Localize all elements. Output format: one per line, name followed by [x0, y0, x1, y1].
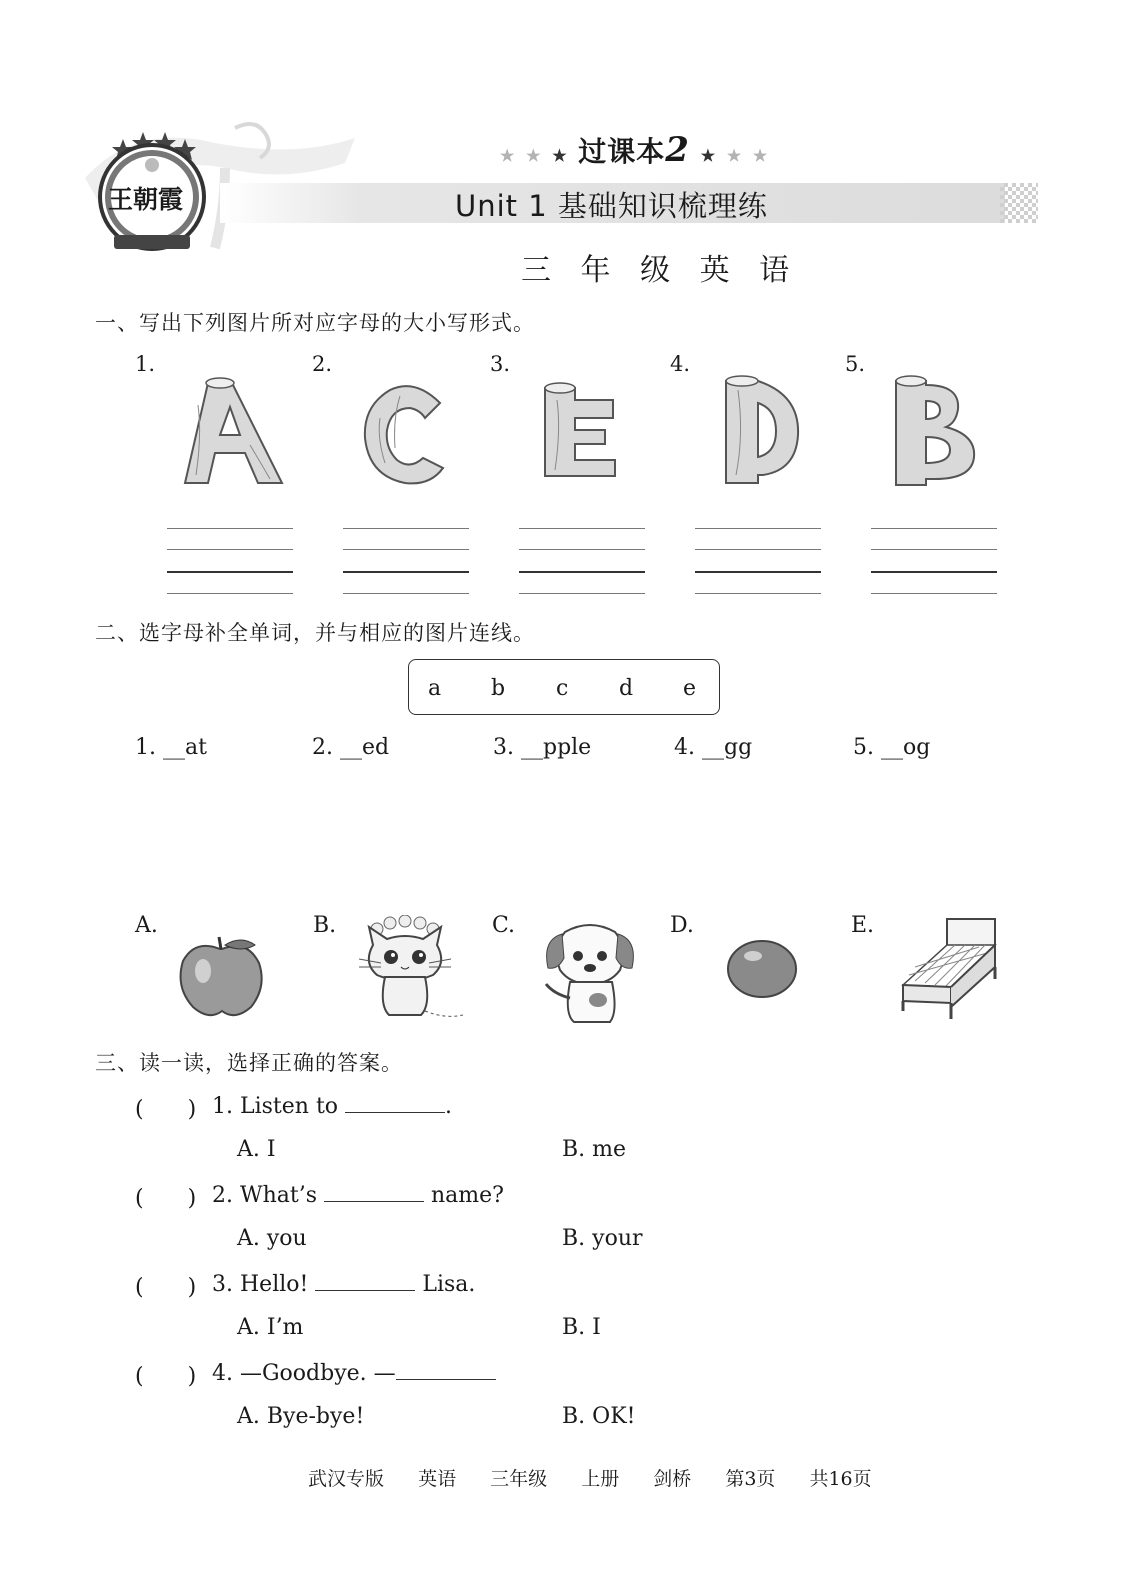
footer-edition: 武汉专版 [308, 1468, 385, 1490]
item-number: 3. [490, 352, 511, 376]
option-a[interactable]: A. I’m [237, 1315, 304, 1340]
page-footer [308, 1464, 890, 1491]
question-text: 1. Listen to [212, 1094, 346, 1119]
star-icon: ★ [526, 146, 542, 165]
apple-icon[interactable] [175, 935, 270, 1024]
unit-title: Unit 1 基础知识梳理练 [455, 189, 768, 223]
option-a[interactable]: A. Bye-bye! [237, 1404, 365, 1429]
answer-paren[interactable]: ( ) [135, 1364, 197, 1389]
series-title [500, 130, 768, 170]
option-b[interactable]: B. your [562, 1226, 643, 1251]
egg-icon[interactable] [725, 938, 800, 1004]
dog-icon[interactable] [540, 918, 640, 1030]
question-3 [212, 1270, 475, 1297]
footer-grade: 三年级 [490, 1468, 548, 1490]
section3-heading: 三、读一读，选择正确的答案。 [95, 1051, 403, 1075]
item-number: 1. [135, 352, 156, 376]
letter-choice: b [491, 676, 506, 701]
subject-title: 三 年 级 英 语 [521, 253, 800, 288]
footer-publisher: 剑桥 [653, 1468, 692, 1490]
item-number: 4. [670, 352, 691, 376]
option-b[interactable]: B. me [562, 1137, 627, 1162]
section2-heading: 二、选字母补全单词，并与相应的图片连线。 [95, 621, 535, 645]
option-b[interactable]: B. I [562, 1315, 601, 1340]
footer-page: 第3页 [725, 1468, 776, 1490]
letter-choice: c [556, 676, 569, 701]
question-1 [212, 1092, 452, 1119]
footer-total: 共16页 [809, 1468, 872, 1490]
wood-letter-b-icon [890, 375, 985, 494]
question-4 [212, 1359, 496, 1386]
option-a[interactable]: A. I [237, 1137, 276, 1162]
bed-icon[interactable] [895, 915, 1000, 1027]
word-blank[interactable]: 5. __og [853, 735, 931, 760]
picture-label: A. [135, 913, 158, 938]
series-title-text: 过课本 [578, 135, 666, 168]
banner-checker-pattern [1000, 183, 1038, 223]
picture-label: B. [313, 913, 337, 938]
letter-choice: a [428, 676, 442, 701]
letter-choice: d [619, 676, 634, 701]
wood-letter-c-icon [355, 378, 455, 492]
picture-label: C. [492, 913, 516, 938]
answer-blank[interactable] [345, 1092, 445, 1113]
picture-label: E. [851, 913, 875, 938]
answer-paren[interactable]: ( ) [135, 1097, 197, 1122]
answer-blank[interactable] [324, 1181, 424, 1202]
word-blank[interactable]: 2. __ed [312, 735, 390, 760]
footer-volume: 上册 [581, 1468, 620, 1490]
word-blank[interactable]: 3. __pple [493, 735, 592, 760]
picture-label: D. [670, 913, 694, 938]
item-number: 2. [312, 352, 333, 376]
option-a[interactable]: A. you [237, 1226, 307, 1251]
item-number: 5. [845, 352, 866, 376]
question-text: Lisa. [415, 1272, 476, 1297]
brand-logo-text: 王朝霞 [108, 185, 184, 214]
wood-letter-d-icon [718, 375, 808, 494]
star-icon: ★ [500, 146, 516, 165]
section1-heading: 一、写出下列图片所对应字母的大小写形式。 [95, 311, 535, 335]
word-blank[interactable]: 1. __at [135, 735, 207, 760]
answer-paren[interactable]: ( ) [135, 1186, 197, 1211]
footer-subject: 英语 [418, 1468, 457, 1490]
question-text: 3. Hello! [212, 1272, 316, 1297]
wood-letter-a-icon [170, 375, 290, 494]
option-b[interactable]: B. OK! [562, 1404, 636, 1429]
letter-choice: e [683, 676, 697, 701]
word-blank[interactable]: 4. __gg [674, 735, 753, 760]
star-icon: ★ [552, 146, 568, 165]
star-icon: ★ [726, 146, 743, 165]
star-icon: ★ [752, 146, 769, 165]
answer-blank[interactable] [315, 1270, 415, 1291]
star-icon: ★ [700, 146, 717, 165]
cat-icon[interactable] [355, 915, 465, 1029]
question-text: 4. —Goodbye. — [212, 1361, 396, 1386]
series-number: 2 [665, 130, 690, 170]
wood-letter-e-icon [535, 380, 625, 489]
question-text: . [445, 1094, 453, 1119]
question-text: name? [424, 1183, 504, 1208]
answer-paren[interactable]: ( ) [135, 1275, 197, 1300]
answer-blank[interactable] [396, 1359, 496, 1380]
question-2 [212, 1181, 504, 1208]
question-text: 2. What’s [212, 1183, 324, 1208]
